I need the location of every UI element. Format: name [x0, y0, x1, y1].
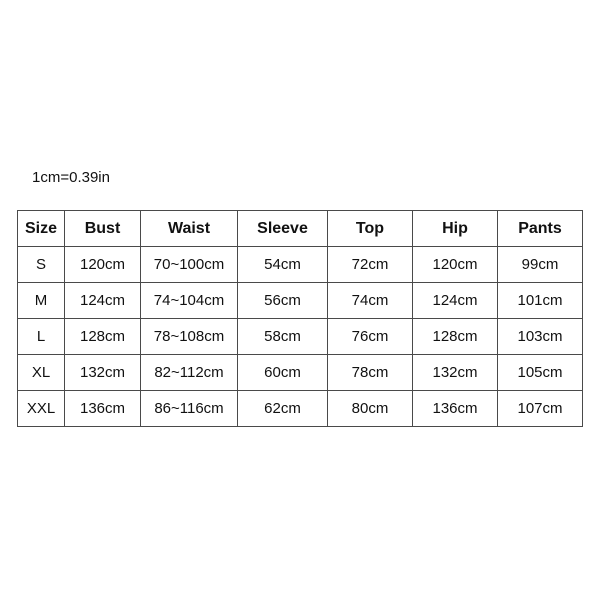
- cell-sleeve: 54cm: [238, 247, 328, 283]
- cell-bust: 120cm: [65, 247, 141, 283]
- cell-bust: 124cm: [65, 283, 141, 319]
- header-row: [18, 211, 583, 247]
- cell-top: 72cm: [328, 247, 413, 283]
- header-size: Size: [18, 211, 65, 247]
- cell-pants: 101cm: [498, 283, 583, 319]
- cell-waist: 78~108cm: [141, 319, 238, 355]
- cell-hip: 136cm: [413, 391, 498, 427]
- cell-hip: 120cm: [413, 247, 498, 283]
- cell-bust: 128cm: [65, 319, 141, 355]
- cell-size: XXL: [18, 391, 65, 427]
- cell-size: M: [18, 283, 65, 319]
- unit-conversion-note: 1cm=0.39in: [32, 169, 110, 186]
- cell-bust: 132cm: [65, 355, 141, 391]
- cell-size: S: [18, 247, 65, 283]
- cell-sleeve: 56cm: [238, 283, 328, 319]
- cell-sleeve: 58cm: [238, 319, 328, 355]
- cell-sleeve: 60cm: [238, 355, 328, 391]
- table-row: [18, 319, 583, 355]
- cell-top: 76cm: [328, 319, 413, 355]
- cell-size: L: [18, 319, 65, 355]
- header-top: Top: [328, 211, 413, 247]
- header-bust: Bust: [65, 211, 141, 247]
- table-row: [18, 247, 583, 283]
- cell-top: 78cm: [328, 355, 413, 391]
- cell-hip: 132cm: [413, 355, 498, 391]
- cell-pants: 99cm: [498, 247, 583, 283]
- cell-sleeve: 62cm: [238, 391, 328, 427]
- cell-bust: 136cm: [65, 391, 141, 427]
- table-row: [18, 391, 583, 427]
- cell-size: XL: [18, 355, 65, 391]
- cell-top: 74cm: [328, 283, 413, 319]
- header-waist: Waist: [141, 211, 238, 247]
- table-row: [18, 355, 583, 391]
- cell-waist: 70~100cm: [141, 247, 238, 283]
- header-sleeve: Sleeve: [238, 211, 328, 247]
- size-chart-table: [17, 210, 583, 427]
- cell-waist: 74~104cm: [141, 283, 238, 319]
- cell-pants: 107cm: [498, 391, 583, 427]
- header-hip: Hip: [413, 211, 498, 247]
- cell-pants: 105cm: [498, 355, 583, 391]
- cell-pants: 103cm: [498, 319, 583, 355]
- cell-waist: 82~112cm: [141, 355, 238, 391]
- cell-hip: 124cm: [413, 283, 498, 319]
- header-pants: Pants: [498, 211, 583, 247]
- table-row: [18, 283, 583, 319]
- cell-waist: 86~116cm: [141, 391, 238, 427]
- cell-hip: 128cm: [413, 319, 498, 355]
- cell-top: 80cm: [328, 391, 413, 427]
